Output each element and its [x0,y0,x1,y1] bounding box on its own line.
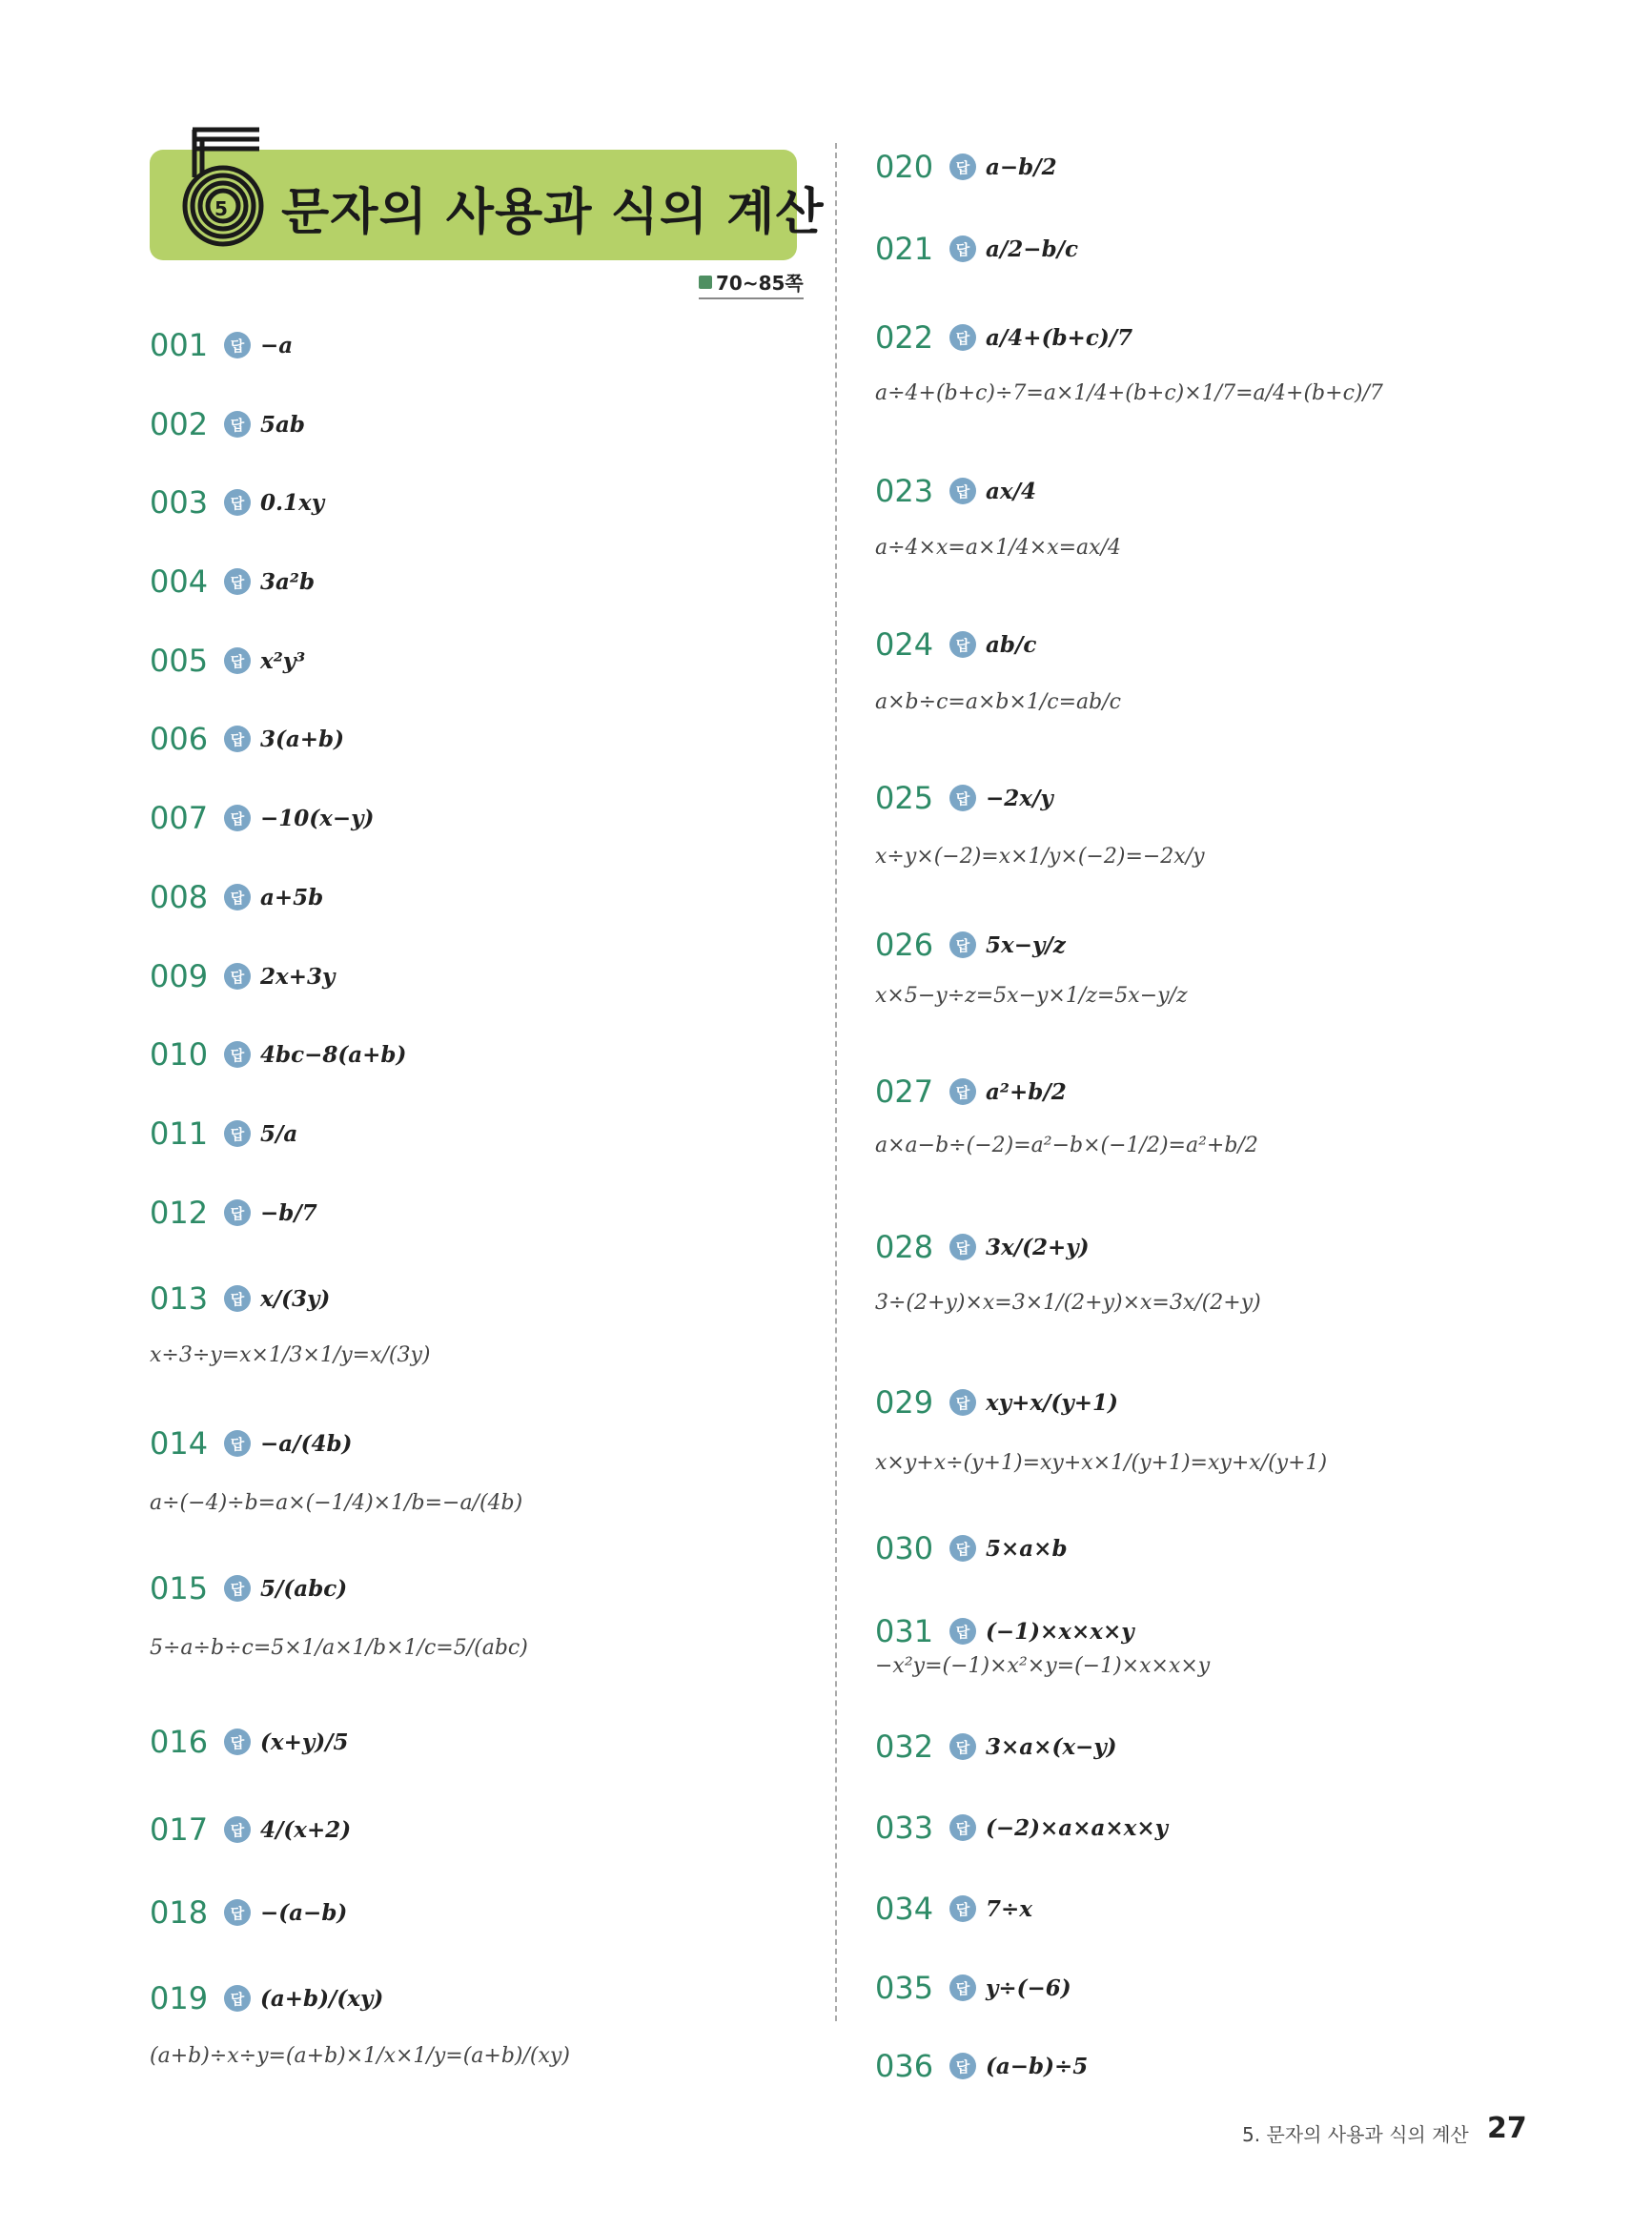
answer-badge-icon: 답 [949,1974,976,2001]
answer-item [150,1425,352,1462]
answer-badge-icon: 답 [224,1430,251,1457]
answer-text: −2x/y [986,785,1053,811]
answer-badge-icon: 답 [949,1389,976,1416]
answer-badge-icon: 답 [949,2053,976,2079]
item-number: 001 [150,327,209,363]
answer-badge-icon: 답 [949,1618,976,1645]
answer-badge-icon: 답 [224,726,251,752]
item-number: 025 [875,780,934,816]
solution-text: x÷y×(−2)=x×1/y×(−2)=−2x/y [875,845,1205,869]
answer-badge-icon: 답 [949,1733,976,1760]
answer-badge-icon: 답 [224,884,251,910]
item-number: 022 [875,319,934,356]
answer-badge-icon: 답 [224,1729,251,1755]
item-number: 010 [150,1036,209,1073]
item-number: 002 [150,406,209,442]
item-number: 009 [150,958,209,994]
item-number: 017 [150,1811,209,1848]
answer-text: 3a²b [260,568,316,595]
item-number: 028 [875,1229,934,1265]
cube-icon [699,276,712,289]
answer-item [150,1115,297,1152]
answer-text: xy+x/(y+1) [986,1389,1118,1416]
answer-item [150,327,293,363]
item-number: 013 [150,1280,209,1317]
answer-text: (−1)×x×x×y [986,1618,1134,1645]
answer-item [150,1195,317,1231]
item-number: 006 [150,721,209,757]
answer-text: a²+b/2 [986,1078,1067,1105]
item-number: 027 [875,1074,934,1110]
item-number: 031 [875,1613,934,1649]
answer-badge-icon: 답 [949,1078,976,1105]
answer-text: x²y³ [260,647,306,674]
answer-text: 4bc−8(a+b) [260,1041,407,1068]
answer-item [875,780,1053,816]
answer-item [875,473,1036,509]
answer-item [875,1970,1071,2006]
answer-badge-icon: 답 [224,1899,251,1926]
item-number: 030 [875,1530,934,1566]
solution-text: 5÷a÷b÷c=5×1/a×1/b×1/c=5/(abc) [150,1636,528,1660]
solution-text: a÷4×x=a×1/4×x=ax/4 [875,536,1121,560]
answer-item [875,1384,1118,1421]
footer-chapter-label: 5. 문자의 사용과 식의 계산 [1242,2123,1469,2146]
solution-text: a÷4+(b+c)÷7=a×1/4+(b+c)×1/7=a/4+(b+c)/7 [875,381,1383,405]
chapter-number-graphic [173,120,269,254]
item-number: 005 [150,643,209,679]
answer-item [875,1530,1068,1566]
answer-text: 3(a+b) [260,726,345,752]
answer-item [150,879,323,915]
answer-text: 7÷x [986,1895,1032,1922]
answer-text: x/(3y) [260,1285,331,1312]
answer-text: (x+y)/5 [260,1729,349,1755]
answer-item [150,1811,351,1848]
answer-badge-icon: 답 [224,647,251,674]
item-number: 011 [150,1115,209,1152]
answer-text: 3x/(2+y) [986,1234,1090,1260]
answer-item [150,563,315,600]
answer-item [150,1570,347,1606]
solution-text: x×5−y÷z=5x−y×1/z=5x−y/z [875,984,1188,1008]
answer-item [150,958,335,994]
answer-item [150,1980,383,2016]
answer-badge-icon: 답 [224,1575,251,1602]
solution-text: a÷(−4)÷b=a×(−1/4)×1/b=−a/(4b) [150,1491,523,1515]
answer-badge-icon: 답 [949,235,976,262]
answer-text: 5ab [260,411,305,438]
answer-badge-icon: 답 [224,411,251,438]
item-number: 019 [150,1980,209,2016]
item-number: 021 [875,231,934,267]
answer-item [150,643,305,679]
item-number: 029 [875,1384,934,1421]
answer-item [875,149,1057,185]
answer-badge-icon: 답 [224,489,251,516]
answer-badge-icon: 답 [949,1535,976,1562]
page-number: 27 [1487,2112,1527,2145]
solution-text: a×a−b÷(−2)=a²−b×(−1/2)=a²+b/2 [875,1134,1258,1157]
answer-text: (−2)×a×a×x×y [986,1814,1169,1841]
solution-text: −x²y=(−1)×x²×y=(−1)×x×x×y [875,1654,1211,1678]
answer-badge-icon: 답 [224,1816,251,1843]
answer-text: 4/(x+2) [260,1816,352,1843]
answer-item [150,800,374,836]
answer-text: −10(x−y) [260,805,375,831]
answer-text: 2x+3y [260,963,336,990]
chapter-title: 문자의 사용과 식의 계산 [281,184,825,241]
answer-badge-icon: 답 [224,1285,251,1312]
item-number: 007 [150,800,209,836]
answer-badge-icon: 답 [224,332,251,358]
item-number: 008 [150,879,209,915]
answer-item [150,1036,406,1073]
answer-text: 5x−y/z [986,931,1066,958]
answer-item [875,231,1078,267]
answer-item [875,626,1036,663]
answer-text: −(a−b) [260,1899,348,1926]
solution-text: x÷3÷y=x×1/3×1/y=x/(3y) [150,1343,431,1367]
answer-text: a−b/2 [986,153,1057,180]
answer-badge-icon: 답 [224,1985,251,2012]
answer-item [875,1074,1067,1110]
answer-item [150,1894,347,1931]
item-number: 035 [875,1970,934,2006]
answer-text: (a−b)÷5 [986,2053,1089,2079]
answer-text: 0.1xy [260,489,325,516]
item-number: 015 [150,1570,209,1606]
answer-item [875,319,1132,356]
solution-text: 3÷(2+y)×x=3×1/(2+y)×x=3x/(2+y) [875,1291,1261,1315]
answer-text: (a+b)/(xy) [260,1985,384,2012]
item-number: 012 [150,1195,209,1231]
answer-item [875,1229,1090,1265]
answer-text: a/4+(b+c)/7 [986,324,1133,351]
page-range [699,268,804,299]
answer-text: ab/c [986,631,1037,658]
item-number: 026 [875,927,934,963]
answer-badge-icon: 답 [949,785,976,811]
solution-text: (a+b)÷x÷y=(a+b)×1/x×1/y=(a+b)/(xy) [150,2044,570,2068]
answer-text: 5/a [260,1120,298,1147]
answer-badge-icon: 답 [224,963,251,990]
answer-badge-icon: 답 [949,153,976,180]
chapter-number: 5 [214,197,228,220]
item-number: 034 [875,1891,934,1927]
item-number: 023 [875,473,934,509]
solution-text: x×y+x÷(y+1)=xy+x×1/(y+1)=xy+x/(y+1) [875,1451,1328,1475]
answer-badge-icon: 답 [224,805,251,831]
answer-badge-icon: 답 [949,631,976,658]
item-number: 016 [150,1724,209,1760]
answer-item [150,721,344,757]
solution-text: a×b÷c=a×b×1/c=ab/c [875,690,1121,714]
answer-text: a/2−b/c [986,235,1079,262]
answer-item [150,1280,330,1317]
answer-badge-icon: 답 [949,931,976,958]
item-number: 004 [150,563,209,600]
answer-item [875,927,1066,963]
answer-item [875,1613,1134,1649]
item-number: 036 [875,2048,934,2084]
answer-badge-icon: 답 [949,1895,976,1922]
item-number: 032 [875,1729,934,1765]
answer-item [875,1891,1032,1927]
item-number: 018 [150,1894,209,1931]
answer-text: 5/(abc) [260,1575,348,1602]
answer-text: 5×a×b [986,1535,1068,1562]
answer-badge-icon: 답 [224,568,251,595]
answer-badge-icon: 답 [949,324,976,351]
page-range-text: 70~85쪽 [716,272,804,295]
item-number: 024 [875,626,934,663]
answer-text: y÷(−6) [986,1974,1071,2001]
answer-item [875,2048,1088,2084]
answer-badge-icon: 답 [949,1234,976,1260]
item-number: 003 [150,484,209,521]
answer-text: 3×a×(x−y) [986,1733,1117,1760]
answer-text: ax/4 [986,478,1037,504]
answer-badge-icon: 답 [224,1199,251,1226]
answer-text: −b/7 [260,1199,317,1226]
answer-item [150,406,305,442]
answer-badge-icon: 답 [224,1041,251,1068]
answer-badge-icon: 답 [949,1814,976,1841]
answer-text: −a/(4b) [260,1430,353,1457]
answer-item [150,484,324,521]
answer-item [150,1724,349,1760]
item-number: 020 [875,149,934,185]
item-number: 014 [150,1425,209,1462]
answer-badge-icon: 답 [224,1120,251,1147]
answer-item [875,1810,1168,1846]
answer-badge-icon: 답 [949,478,976,504]
answer-item [875,1729,1117,1765]
answer-text: a+5b [260,884,324,910]
column-divider [835,143,837,2021]
item-number: 033 [875,1810,934,1846]
answer-text: −a [260,332,294,358]
